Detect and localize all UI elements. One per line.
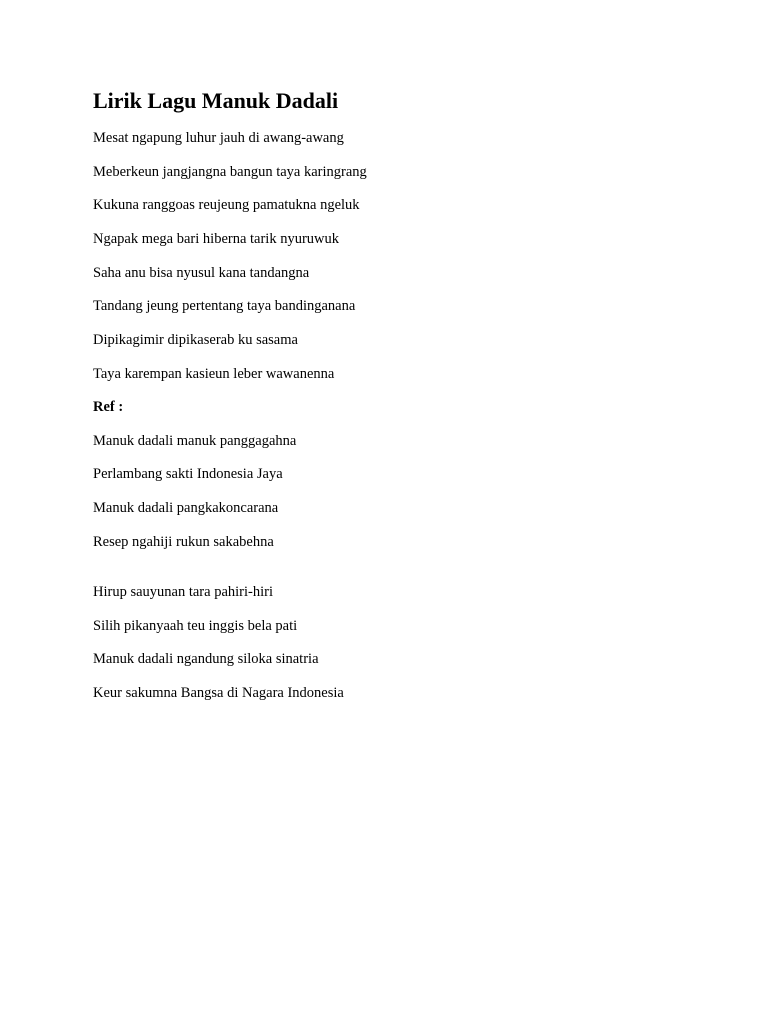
lyric-line: Taya karempan kasieun leber wawanenna	[93, 366, 335, 382]
lyric-line: Manuk dadali ngandung siloka sinatria	[93, 651, 319, 667]
chorus-line: Perlambang sakti Indonesia Jaya	[93, 466, 283, 482]
lyric-line: Meberkeun jangjangna bangun taya karingrang	[93, 164, 367, 180]
ref-label: Ref :	[93, 399, 124, 415]
lyric-line: Keur sakumna Bangsa di Nagara Indonesia	[93, 685, 344, 701]
chorus-line: Resep ngahiji rukun sakabehna	[93, 534, 274, 550]
lyric-line: Tandang jeung pertentang taya bandinganana	[93, 298, 356, 314]
lyric-line: Ngapak mega bari hiberna tarik nyuruwuk	[93, 231, 340, 247]
lyric-line: Kukuna ranggoas reujeung pamatukna ngeluk	[93, 197, 360, 213]
lyric-line: Hirup sauyunan tara pahiri-hiri	[93, 584, 273, 600]
lyric-line: Dipikagimir dipikaserab ku sasama	[93, 332, 298, 348]
lyric-line: Mesat ngapung luhur jauh di awang-awang	[93, 130, 344, 146]
lyric-line: Saha anu bisa nyusul kana tandangna	[93, 265, 310, 281]
page-title: Lirik Lagu Manuk Dadali	[93, 88, 339, 113]
chorus-line: Manuk dadali manuk panggagahna	[93, 433, 297, 449]
chorus-line: Manuk dadali pangkakoncarana	[93, 500, 279, 516]
lyric-line: Silih pikanyaah teu inggis bela pati	[93, 618, 298, 634]
